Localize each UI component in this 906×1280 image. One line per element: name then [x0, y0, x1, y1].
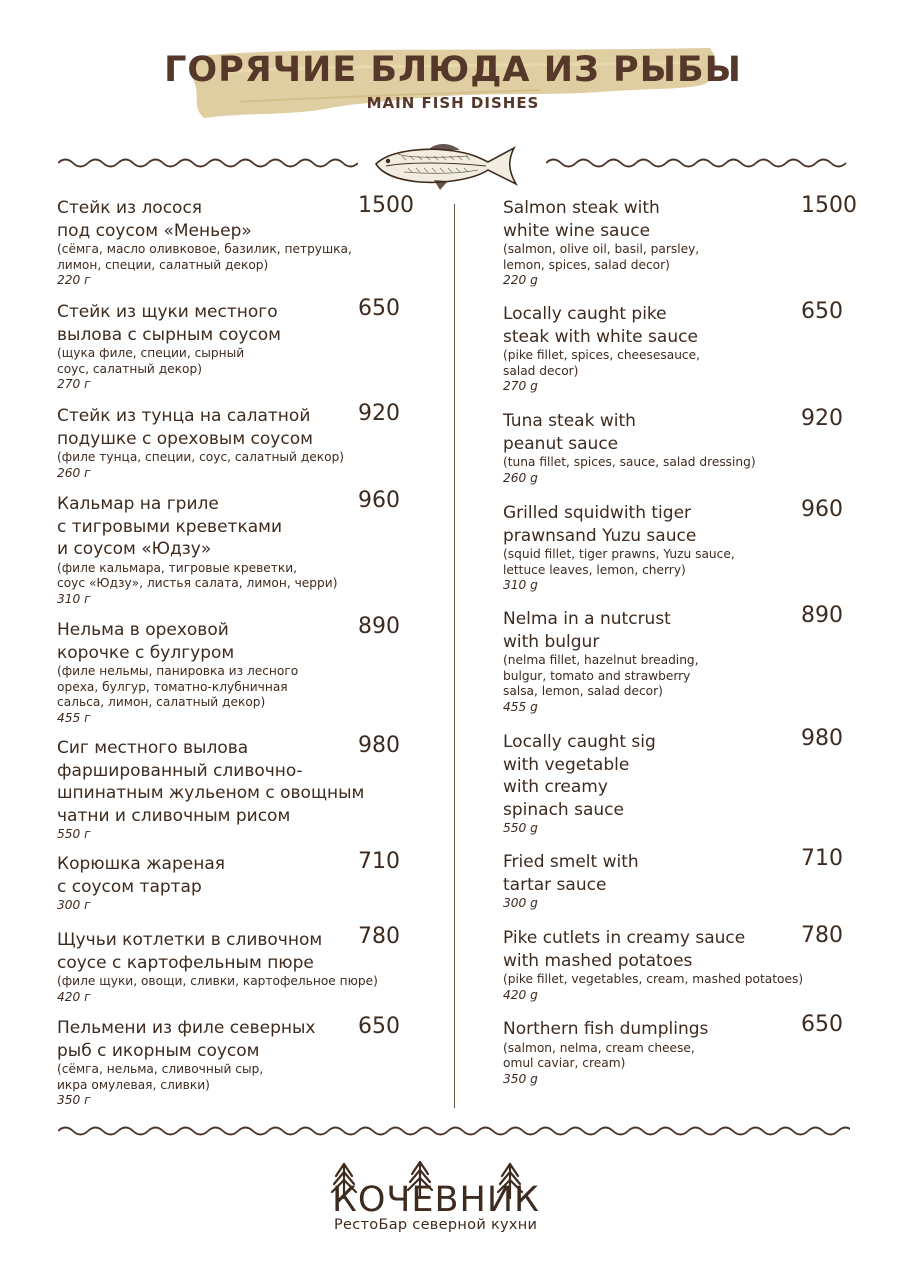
dish-name: Пельмени из филе северных рыб с икорным соусом	[57, 1018, 316, 1061]
dish-price: 650	[801, 1012, 843, 1037]
dish-description: (филе кальмара, тигровые креветки, соус «Юдзу», листья салата, лимон, черри)	[57, 560, 338, 590]
dish-name: Locally caught sig with vegetable with creamy spinach sauce	[503, 732, 656, 820]
dish-price: 920	[801, 406, 843, 431]
fish-icon	[368, 138, 520, 194]
dish-weight: 270 g	[503, 379, 538, 393]
dish-description: (nelma fillet, hazelnut breading, bulgur, tomato and strawberry salsa, lemon, salad decor)	[503, 653, 699, 698]
menu-item	[503, 197, 699, 288]
dish-weight: 220 g	[503, 273, 538, 287]
dish-price: 890	[801, 603, 843, 628]
dish-description: (филе щуки, овощи, сливки, картофельное пюре)	[57, 974, 378, 988]
menu-item	[57, 301, 281, 392]
dish-name: Nelma in a nutcrust with bulgur	[503, 609, 671, 652]
dish-price: 650	[358, 1014, 400, 1039]
dish-price: 710	[801, 846, 843, 871]
dish-weight: 550 г	[57, 827, 91, 841]
dish-description: (pike fillet, vegetables, cream, mashed potatoes)	[503, 972, 804, 986]
brand-tagline: РестоБар северной кухни	[334, 1217, 538, 1233]
dish-description: (salmon, nelma, cream cheese, omul caviar, cream)	[503, 1040, 695, 1070]
dish-name: Salmon steak with white wine sauce	[503, 198, 660, 241]
dish-name: Стейк из лосося под соусом «Меньер»	[57, 198, 252, 241]
column-divider	[454, 204, 455, 1108]
dish-name: Стейк из тунца на салатной подушке с ореховым соусом	[57, 406, 313, 449]
dish-weight: 310 г	[57, 591, 91, 606]
dish-weight: 420 g	[503, 987, 538, 1002]
dish-price: 710	[358, 849, 400, 874]
menu-item	[57, 619, 298, 726]
dish-description: (филе нельмы, панировка из лесного ореха, булгур, томатно-клубничная сальса, лимон, салатный декор)	[57, 664, 299, 709]
dish-weight: 270 г	[57, 377, 91, 391]
dish-name: Корюшка жареная с соусом тартар	[57, 854, 225, 897]
dish-price: 650	[358, 296, 400, 321]
dish-name: Grilled squidwith tiger prawnsand Yuzu sauce	[503, 503, 697, 546]
dish-description: (щука филе, специи, сырный соус, салатный декор)	[57, 346, 245, 376]
menu-item	[57, 853, 225, 913]
menu-item	[503, 731, 656, 836]
dish-description: (сёмга, нельма, сливочный сыр, икра омулевая, сливки)	[57, 1062, 264, 1092]
menu-item	[57, 1017, 315, 1108]
dish-description: (pike fillet, spices, cheesesauce, salad decor)	[503, 348, 700, 378]
page-title: ГОРЯЧИЕ БЛЮДА ИЗ РЫБЫ	[164, 50, 742, 90]
menu-item	[503, 927, 803, 1003]
menu-item	[57, 197, 352, 288]
dish-weight: 300 g	[503, 896, 538, 910]
dish-price: 920	[358, 401, 400, 426]
dish-name: Нельма в ореховой корочке с булгуром	[57, 620, 235, 663]
menu-item	[503, 851, 639, 911]
dish-name: Щучьи котлетки в сливочном соусе с картофельным пюре	[57, 930, 323, 973]
wave-divider-top-left	[58, 154, 358, 172]
dish-description: (сёмга, масло оливковое, базилик, петрушка, лимон, специи, салатный декор)	[57, 242, 352, 272]
dish-description: (tuna fillet, spices, sauce, salad dressing)	[503, 455, 756, 469]
menu-item	[503, 608, 699, 715]
dish-description: (salmon, olive oil, basil, parsley, lemon, spices, salad decor)	[503, 242, 700, 272]
wave-divider-bottom	[58, 1122, 850, 1140]
dish-price: 1500	[801, 193, 857, 218]
dish-price: 980	[358, 733, 400, 758]
dish-price: 1500	[358, 193, 414, 218]
dish-price: 780	[801, 923, 843, 948]
menu-item	[503, 1018, 708, 1087]
menu-item	[57, 405, 344, 481]
dish-price: 780	[358, 924, 400, 949]
dish-weight: 260 g	[503, 470, 538, 485]
menu-item	[503, 502, 735, 593]
dish-description: (филе тунца, специи, соус, салатный декор)	[57, 450, 345, 464]
dish-name: Кальмар на гриле с тигровыми креветками и соусом «Юдзу»	[57, 494, 283, 559]
menu-item	[57, 493, 337, 607]
menu-item	[57, 929, 378, 1005]
dish-name: Pike cutlets in creamy sauce with mashed potatoes	[503, 928, 746, 971]
dish-weight: 350 г	[57, 1093, 91, 1107]
dish-name: Locally caught pike steak with white sauce	[503, 304, 698, 347]
dish-weight: 310 g	[503, 578, 538, 592]
dish-name: Northern fish dumplings	[503, 1019, 709, 1039]
menu-item	[57, 737, 364, 842]
menu-item	[503, 303, 700, 394]
dish-weight: 550 g	[503, 821, 538, 835]
page-subtitle: MAIN FISH DISHES	[366, 94, 540, 112]
dish-weight: 350 g	[503, 1071, 538, 1086]
dish-weight: 455 g	[503, 699, 538, 714]
menu-item	[503, 410, 756, 486]
dish-weight: 260 г	[57, 465, 91, 480]
dish-weight: 420 г	[57, 989, 91, 1004]
dish-weight: 455 г	[57, 710, 91, 725]
dish-price: 980	[801, 726, 843, 751]
dish-name: Сиг местного вылова фаршированный сливочно- шпинатным жульеном с овощным чатни и сливочным рисом	[57, 738, 365, 826]
dish-name: Стейк из щуки местного вылова с сырным соусом	[57, 302, 282, 345]
dish-price: 890	[358, 614, 400, 639]
dish-weight: 220 г	[57, 273, 91, 287]
brand-logo-text: КОЧЕВНИК	[332, 1180, 540, 1220]
dish-price: 960	[801, 497, 843, 522]
dish-name: Tuna steak with peanut sauce	[503, 411, 636, 454]
dish-weight: 300 г	[57, 898, 91, 912]
dish-price: 650	[801, 299, 843, 324]
dish-name: Fried smelt with tartar sauce	[503, 852, 639, 895]
dish-description: (squid fillet, tiger prawns, Yuzu sauce, lettuce leaves, lemon, cherry)	[503, 547, 735, 577]
dish-price: 960	[358, 488, 400, 513]
wave-divider-top-right	[546, 154, 848, 172]
